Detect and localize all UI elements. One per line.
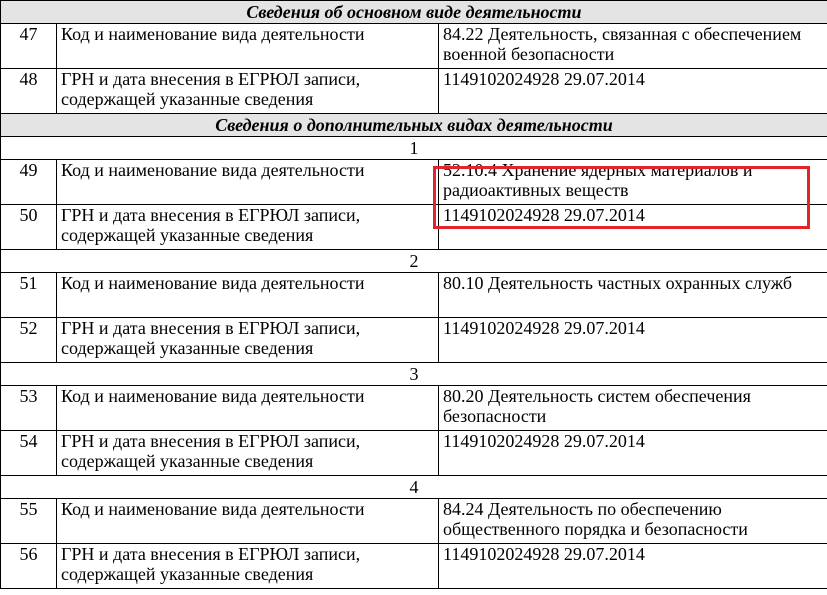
section-header-main (1, 1, 827, 24)
row-value: 80.10 Деятельность частных охранных служб (439, 273, 827, 318)
row-number: 51 (1, 273, 57, 318)
section-title: Сведения об основном виде деятельности (1, 1, 827, 24)
table-row (1, 160, 827, 205)
row-value: 1149102024928 29.07.2014 (439, 431, 827, 476)
row-label: ГРН и дата внесения в ЕГРЮЛ записи, содержащей указанные сведения (57, 544, 439, 589)
row-number: 52 (1, 318, 57, 363)
table-row (1, 386, 827, 431)
row-label: Код и наименование вида деятельности (57, 273, 439, 318)
table-row (1, 544, 827, 589)
row-label: Код и наименование вида деятельности (57, 499, 439, 544)
table-row (1, 69, 827, 114)
row-label: ГРН и дата внесения в ЕГРЮЛ записи, содержащей указанные сведения (57, 69, 439, 114)
row-label: Код и наименование вида деятельности (57, 386, 439, 431)
row-label: Код и наименование вида деятельности (57, 24, 439, 69)
table-row (1, 499, 827, 544)
row-label: Код и наименование вида деятельности (57, 160, 439, 205)
row-value: 84.24 Деятельность по обеспечению общественного порядка и безопасности (439, 499, 827, 544)
section-header-additional (1, 114, 827, 137)
row-label: ГРН и дата внесения в ЕГРЮЛ записи, содержащей указанные сведения (57, 318, 439, 363)
row-number: 48 (1, 69, 57, 114)
row-value: 1149102024928 29.07.2014 (439, 544, 827, 589)
table-row (1, 318, 827, 363)
table-row (1, 205, 827, 250)
row-number: 49 (1, 160, 57, 205)
group-number-row (1, 363, 827, 386)
row-number: 53 (1, 386, 57, 431)
row-number: 56 (1, 544, 57, 589)
group-number: 3 (1, 363, 827, 386)
section-title: Сведения о дополнительных видах деятельности (1, 114, 827, 137)
row-number: 50 (1, 205, 57, 250)
row-value: 80.20 Деятельность систем обеспечения безопасности (439, 386, 827, 431)
row-value: 84.22 Деятельность, связанная с обеспечением военной безопасности (439, 24, 827, 69)
group-number-row (1, 137, 827, 160)
table-row (1, 431, 827, 476)
row-value-highlighted: 52.10.4 Хранение ядерных материалов и радиоактивных веществ (439, 160, 827, 205)
group-number: 4 (1, 476, 827, 499)
row-label: ГРН и дата внесения в ЕГРЮЛ записи, содержащей указанные сведения (57, 205, 439, 250)
table-row (1, 273, 827, 318)
row-label: ГРН и дата внесения в ЕГРЮЛ записи, содержащей указанные сведения (57, 431, 439, 476)
group-number: 1 (1, 137, 827, 160)
row-value: 1149102024928 29.07.2014 (439, 205, 827, 250)
row-value: 1149102024928 29.07.2014 (439, 318, 827, 363)
row-number: 54 (1, 431, 57, 476)
group-number-row (1, 250, 827, 273)
group-number-row (1, 476, 827, 499)
table-row (1, 24, 827, 69)
row-number: 55 (1, 499, 57, 544)
group-number: 2 (1, 250, 827, 273)
row-number: 47 (1, 24, 57, 69)
row-value: 1149102024928 29.07.2014 (439, 69, 827, 114)
